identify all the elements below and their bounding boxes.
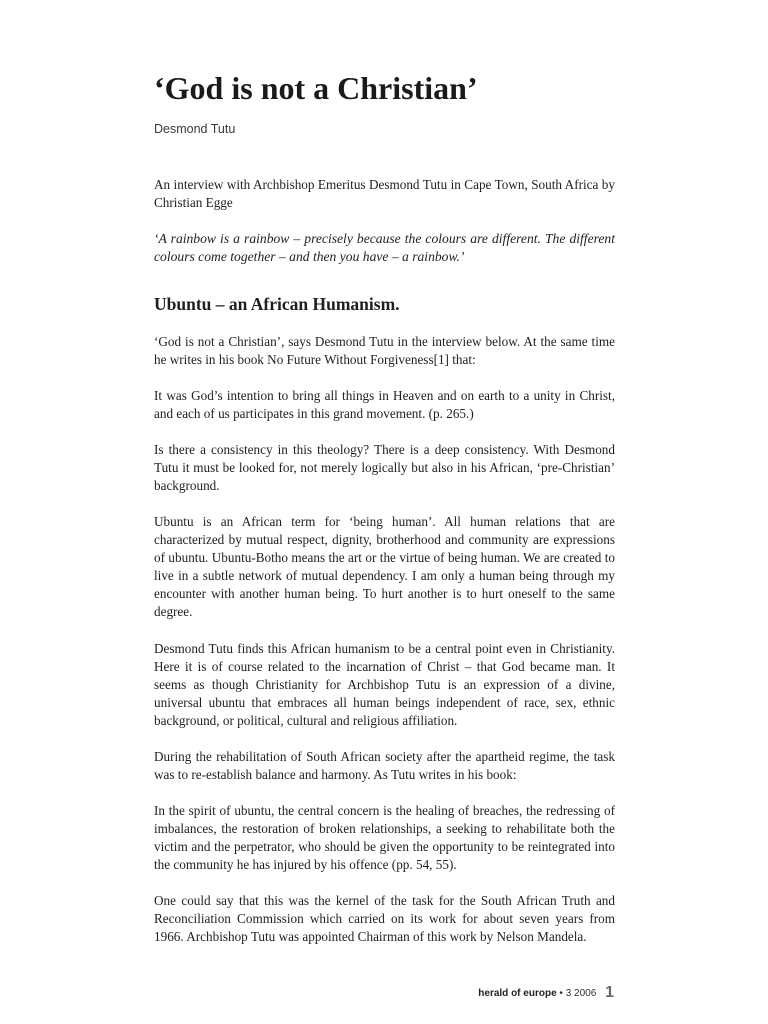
body-paragraph-5: Desmond Tutu finds this African humanism to be a central point even in Christianity. Here it is of course related to the incarnation of Christ – that God became man. It seems as though Christianity for Archbishop Tutu is an expression of a divine, universal ubuntu that embraces all human beings independent of race, sex, ethnic background, or political, cultural and religious affiliation.	[154, 641, 615, 728]
body-paragraph-2: It was God’s intention to bring all things in Heaven and on earth to a unity in Christ, and each of us participates in this grand movement. (p. 265.)	[154, 388, 615, 421]
page-number: 1	[605, 984, 614, 1001]
article-author: Desmond Tutu	[154, 122, 236, 136]
body-paragraph-4: Ubuntu is an African term for ‘being human’. All human relations that are characterized by mutual respect, dignity, brotherhood and community are expressions of ubuntu. Ubuntu-Botho means the art or the virtue of being human. We are created to live in a subtle network of mutual dependency. I am only a human being through my encounter with another human being. To hurt another is to hurt oneself to the same degree.	[154, 514, 615, 619]
article-intro: An interview with Archbishop Emeritus Desmond Tutu in Cape Town, South Africa by Christian Egge	[154, 177, 615, 210]
body-paragraph-3: Is there a consistency in this theology? There is a deep consistency. With Desmond Tutu it must be looked for, not merely logically but also in his African, ‘pre-Christian’ background.	[154, 442, 615, 493]
body-paragraph-1: ‘God is not a Christian’, says Desmond Tutu in the interview below. At the same time he writes in his book No Future Without Forgiveness[1] that:	[154, 334, 615, 367]
issue-label: 3 2006	[565, 988, 597, 999]
section-heading: Ubuntu – an African Humanism.	[154, 294, 400, 314]
pull-quote: ‘A rainbow is a rainbow – precisely because the colours are different. The different colours come together – and then you have – a rainbow.’	[154, 231, 615, 264]
article-title: ‘God is not a Christian’	[154, 70, 478, 106]
publication-name: herald of europe	[478, 988, 557, 999]
body-paragraph-6: During the rehabilitation of South African society after the apartheid regime, the task was to re-establish balance and harmony. As Tutu writes in his book:	[154, 749, 615, 782]
footer-separator: •	[559, 988, 563, 999]
page-footer	[478, 984, 614, 1002]
body-paragraph-8: One could say that this was the kernel of the task for the South African Truth and Reconciliation Commission which carried on its work for about seven years from 1966. Archbishop Tutu was appointed Chairman of this work by Nelson Mandela.	[154, 893, 615, 944]
body-paragraph-7: In the spirit of ubuntu, the central concern is the healing of breaches, the redressing of imbalances, the restoration of broken relationships, a seeking to rehabilitate both the victim and the perpetrator, who should be given the opportunity to be reintegrated into the community he has injured by his offence (pp. 54, 55).	[154, 803, 615, 872]
